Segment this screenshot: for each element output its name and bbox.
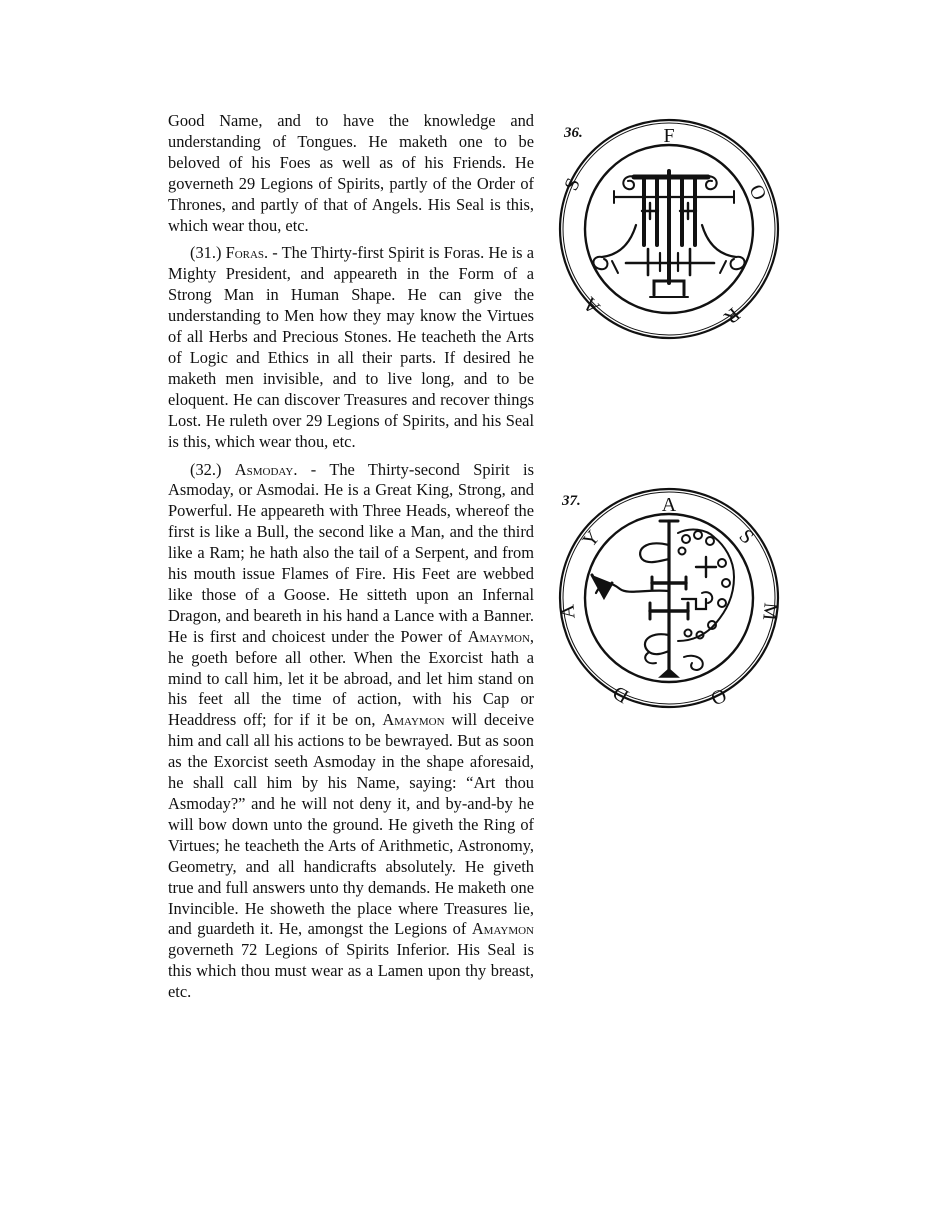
seal-number: 37.	[562, 493, 581, 509]
seal-number: 36.	[564, 125, 583, 141]
seal-letter: A	[556, 603, 580, 620]
seal-letter: A	[661, 494, 677, 516]
paragraph-asmoday	[168, 460, 534, 1004]
paragraph-text: , he goeth before all other. When the Exorcist hath a mind to call him, let it be abroad, and let him stand on his feet all the time of action, with his Cap or Headdress off; for if it be on,	[168, 626, 534, 730]
body-text-column	[168, 111, 534, 1010]
seal-letter: R	[719, 302, 745, 329]
name-amaymon: Amaymon	[467, 626, 530, 646]
paragraph-text: . - The Thirty-second Spirit is Asmoday, or Asmodai. He is a Great King, Strong, and Powerful. He appeareth with Three Heads, whereof the first is like a Bull, the second like a Man, and the third like a Ram; he hath also the tail of a Serpent, and from his mouth issue Flames of Fire. His Feet are webbed like those of a Goose. He sitteth upon an Infernal Dragon, and beareth in his hand a Lance with a Banner. He is first and choicest under the Power of	[168, 459, 534, 646]
paragraph-text: governeth 72 Legions of Spirits Inferior. His Seal is this which thou must wear as a Lamen upon thy breast, etc.	[168, 940, 534, 1002]
seal-asmoday-drawing	[556, 485, 782, 711]
seal-letter: S	[560, 174, 585, 195]
spirit-number: (31.)	[190, 243, 222, 263]
paragraph-foras	[168, 243, 534, 452]
seal-letter: S	[734, 525, 758, 549]
name-amaymon: Amaymon	[382, 710, 445, 730]
paragraph-continuation	[168, 111, 534, 236]
seal-letter: F	[663, 125, 675, 147]
seal-letter: A	[578, 292, 605, 319]
seal-letter: M	[758, 601, 782, 622]
spirit-name: Asmoday	[234, 459, 294, 479]
seal-asmoday-sigil	[592, 521, 734, 677]
seal-foras	[556, 115, 782, 341]
seal-foras-sigil	[593, 171, 744, 297]
spirit-number: (32.)	[190, 459, 222, 479]
seal-letter: D	[609, 681, 633, 708]
seal-asmoday	[556, 485, 782, 711]
seal-letter: Y	[578, 526, 605, 552]
seal-foras-drawing	[556, 115, 782, 341]
paragraph-text: . - The Thirty-first Spirit is Foras. He is a Mighty President, and appeareth in the Form of a Strong Man in Human Shape. He can give the understanding to Men how they may know the Virtues of all Herbs and Precious Stones. He teacheth the Arts of Logic and Ethics in all their parts. If desired he maketh men invisible, and to live long, and to be eloquent. He can discover Treasures and recover things Lost. He ruleth over 29 Legions of Spirits, and his Seal is this, which wear thou, etc.	[168, 243, 534, 451]
paragraph-text: Good Name, and to have the knowledge and understanding of Tongues. He maketh one to be beloved of his Foes as well as of his Friends. He governeth 29 Legions of Spirits, partly of the Order of Thrones, and partly of that of Angels. His Seal is this, which wear thou, etc.	[168, 111, 534, 235]
paragraph-text: will deceive him and call all his actions to be bewrayed. But as soon as the Exorcist seeth Asmoday in the shape aforesaid, he shall call him by his Name, saying: “Art thou Asmoday?” and he will not deny it, and by-and-by he will bow down unto the ground. He giveth the Ring of Virtues; he teacheth the Arts of Arithmetic, Astronomy, Geometry, and all handicrafts absolutely. He giveth true and full answers unto thy demands. He maketh one Invincible. He showeth the place where Treasures lie, and guardeth it. He, amongst the Legions of	[168, 710, 534, 939]
seal-letter: O	[707, 683, 730, 710]
seal-letter: O	[744, 181, 771, 204]
name-amaymon: Amaymon	[471, 919, 534, 939]
spirit-name: Foras	[225, 243, 265, 263]
